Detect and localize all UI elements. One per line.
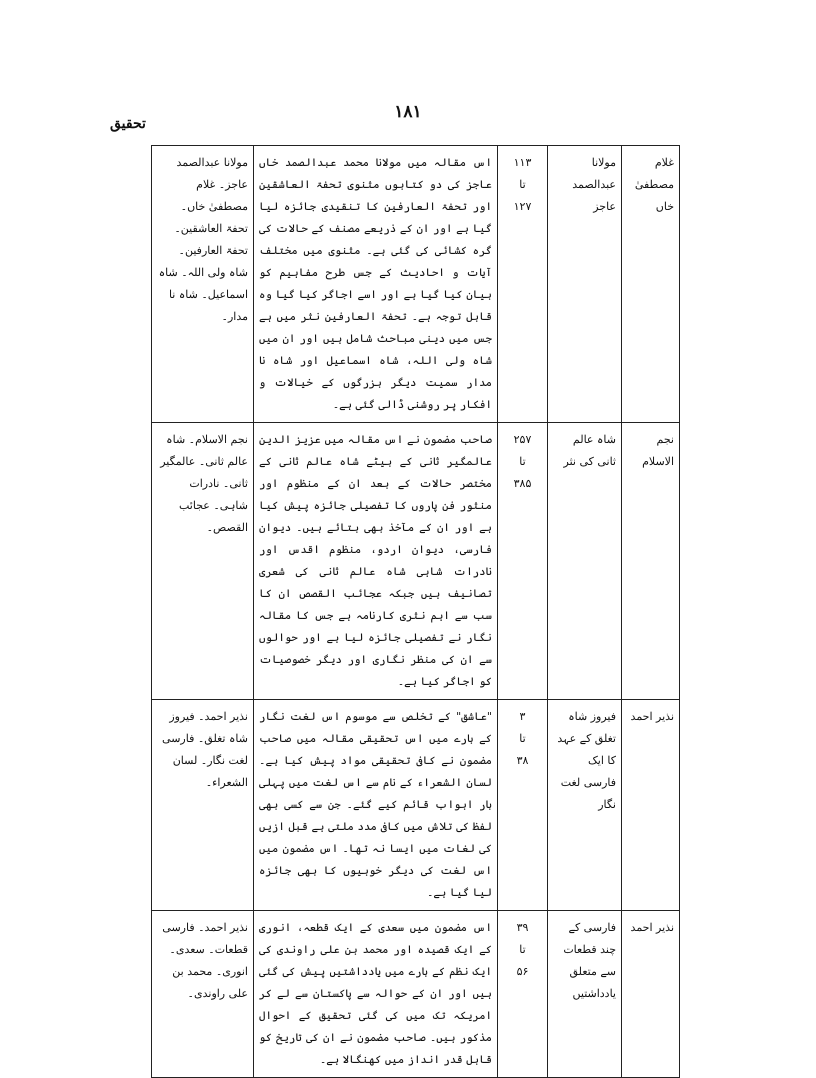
author-cell: نذیر احمد	[622, 911, 680, 1078]
summary-cell: "عاشق" کے تخلص سے موسوم اس لغت نگار کے بارے میں اس تحقیقی مقالہ میں صاحب مضمون نے کافی تحقیقی مواد پیش کیا ہے۔ لسان الشعراء کے نام سے اس لغت میں پہلی بار ابواب قائم کیے گئے۔ جن سے کسی بھی لفظ کی تلاش میں کافی مدد ملتی ہے قبل ازیں کی لغات میں ایسا نہ تھا۔ اس مضمون میں اس لغت کی دیگر خوبیوں کا بھی جائزہ لیا گیا ہے۔	[254, 700, 498, 911]
index-table	[151, 145, 680, 1078]
keywords-cell: نذیر احمد۔ فارسی قطعات۔ سعدی۔ انوری۔ محمد بن علی راوندی۔	[152, 911, 254, 1078]
page-separator: تا	[519, 732, 526, 745]
summary-cell: اس مضمون میں سعدی کے ایک قطعہ، انوری کے ایک قصیدہ اور محمد بن علی راوندی کی ایک نظم کے بارے میں یادداشتیں پیش کی گئی ہیں اور ان کے حوالہ سے پاکستان سے لے کر امریکہ تک میں کی گئی تحقیق کے احوال مذکور ہیں۔ صاحب مضمون نے ان کی تاریخ کو قابل قدر انداز میں کھنگالا ہے۔	[254, 911, 498, 1078]
page-from: ۱۱۳	[513, 156, 532, 169]
page-to: ۳۸	[516, 754, 529, 767]
title-cell: فارسی کے چند قطعات سے متعلق یادداشتیں	[548, 911, 622, 1078]
author-cell: نذیر احمد	[622, 700, 680, 911]
page-from: ۳۹	[516, 921, 529, 934]
keywords-cell: مولانا عبدالصمد عاجز۔ غلام مصطفیٰ خاں۔ تحفۃ العاشقین۔ تحفۃ العارفین۔ شاہ ولی اللہ۔ شاہ اسماعیل۔ شاہ نا مدار۔	[152, 146, 254, 423]
author-cell: غلام مصطفیٰ خاں	[622, 146, 680, 423]
page-to: ۵۶	[516, 965, 529, 978]
table-row	[152, 911, 680, 1078]
keywords-cell: نذیر احمد۔ فیروز شاہ تغلق۔ فارسی لغت نگار۔ لسان الشعراء۔	[152, 700, 254, 911]
pages-cell	[498, 146, 548, 423]
page-from: ۲۵۷	[513, 433, 532, 446]
page-from: ۳	[519, 710, 526, 723]
title-cell: مولانا عبدالصمد عاجز	[548, 146, 622, 423]
pages-cell	[498, 911, 548, 1078]
table-row	[152, 146, 680, 423]
title-cell: شاہ عالم ثانی کی نثر	[548, 423, 622, 700]
summary-cell: اس مقالہ میں مولانا محمد عبدالصمد خاں عاجز کی دو کتابوں مثنوی تحفۃ العاشقین اور تحفۃ العارفین کا تنقیدی جائزہ لیا گیا ہے اور ان کے ذریعے مصنف کے حالات کی گرہ کشائی کی گئی ہے۔ مثنوی میں مختلف آیات و احادیث کے جس طرح مفاہیم کو بیان کیا گیا ہے اور اسے اجاگر کیا گیا وہ قابل توجہ ہے۔ تحفۃ العارفین نثر میں ہے جس میں دینی مباحث شامل ہیں اور ان میں شاہ ولی اللہ، شاہ اسماعیل اور شاہ نا مدار سمیت دیگر بزرگوں کے خیالات و افکار پر روشنی ڈالی گئی ہے۔	[254, 146, 498, 423]
pages-cell	[498, 700, 548, 911]
author-cell: نجم الاسلام	[622, 423, 680, 700]
title-cell: فیروز شاہ تغلق کے عہد کا ایک فارسی لغت نگار	[548, 700, 622, 911]
page-separator: تا	[519, 455, 526, 468]
page-separator: تا	[519, 943, 526, 956]
page-number: ۱۸۱	[394, 102, 422, 122]
page-separator: تا	[519, 178, 526, 191]
running-head: تحقیق	[110, 116, 146, 132]
page-to: ۱۲۷	[513, 200, 532, 213]
page-to: ۳۸۵	[513, 477, 532, 490]
summary-cell: صاحب مضمون نے اس مقالہ میں عزیز الدین عالمگیر ثانی کے بیٹے شاہ عالم ثانی کے مختصر حالات کے بعد ان کے منظوم اور منثور فن پاروں کا تفصیلی جائزہ پیش کیا ہے اور ان کے مآخذ بھی بتائے ہیں۔ دیوان فارسی، دیوان اردو، منظوم اقدس اور نادرات شاہی شاہ عالم ثانی کی شعری تصانیف ہیں جبکہ عجائب القصص ان کا سب سے اہم نثری کارنامہ ہے جس کا مقالہ نگار نے تفصیلی جائزہ لیا ہے اور حوالوں سے ان کی منظر نگاری اور دیگر خصوصیات کو اجاگر کیا ہے۔	[254, 423, 498, 700]
pages-cell	[498, 423, 548, 700]
table-row	[152, 700, 680, 911]
keywords-cell: نجم الاسلام۔ شاہ عالم ثانی۔ عالمگیر ثانی۔ نادرات شاہی۔ عجائب القصص۔	[152, 423, 254, 700]
table-row	[152, 423, 680, 700]
